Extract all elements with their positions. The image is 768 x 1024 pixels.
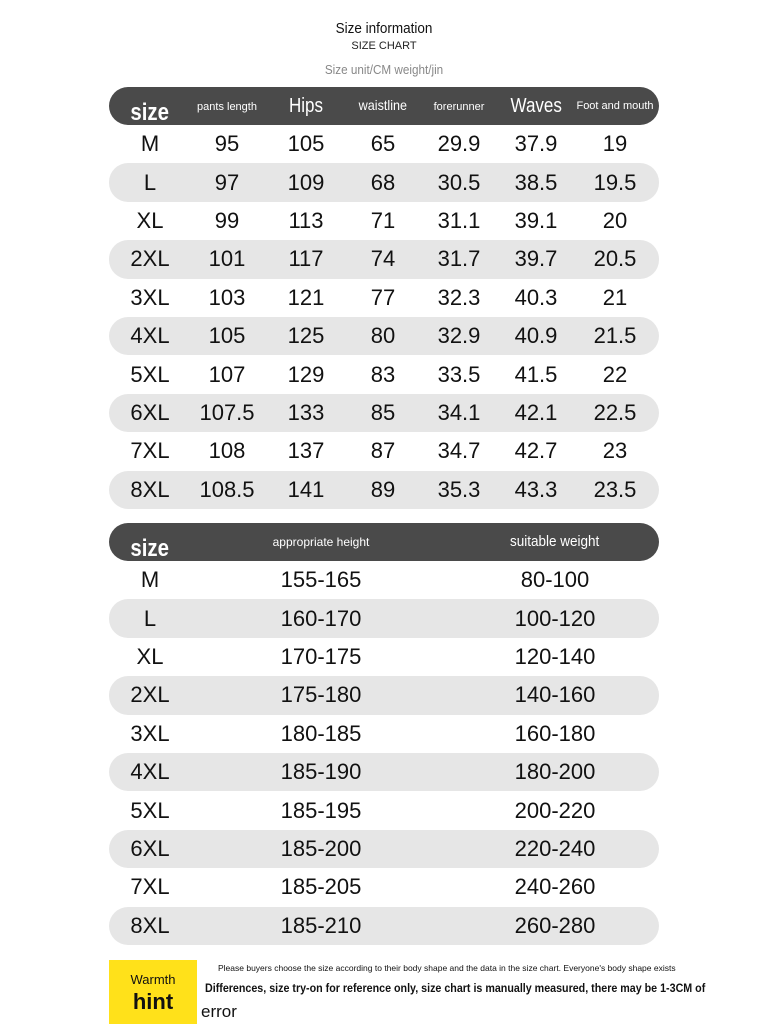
- table-cell: 117: [288, 246, 324, 272]
- table-row: [109, 830, 659, 868]
- table-cell: 108.5: [199, 476, 255, 502]
- table-row: [109, 753, 659, 791]
- table-cell: 2XL: [130, 682, 170, 708]
- table-cell: 31.7: [437, 246, 481, 272]
- header-appropriate-height: appropriate height: [272, 535, 370, 549]
- table-cell: 19: [602, 131, 628, 157]
- title-block: [0, 20, 768, 77]
- table-cell: 200-220: [514, 797, 596, 823]
- warmth-hint-badge: [109, 960, 197, 1024]
- unit-note: Size unit/CM weight/jin: [324, 62, 444, 77]
- table-row: [109, 125, 659, 163]
- table-cell: 6XL: [130, 835, 170, 861]
- table-row: [109, 561, 659, 599]
- table-cell: 89: [370, 476, 396, 502]
- header-waistline: waistline: [358, 97, 408, 113]
- table-cell: 4XL: [130, 323, 170, 349]
- table-cell: 180-185: [280, 720, 362, 746]
- table-row: [109, 432, 659, 470]
- table-cell: XL: [136, 207, 164, 233]
- table-row: [109, 240, 659, 278]
- table-cell: XL: [136, 643, 164, 669]
- table-cell: 170-175: [280, 643, 362, 669]
- table-cell: 175-180: [280, 682, 362, 708]
- table-cell: 2XL: [130, 246, 170, 272]
- table-cell: 71: [370, 207, 396, 233]
- table-cell: 99: [214, 207, 240, 233]
- table-cell: 137: [287, 438, 325, 464]
- table-row: [109, 317, 659, 355]
- fit-table-body: [109, 561, 659, 945]
- table-cell: M: [140, 567, 160, 593]
- hint-label-bottom: hint: [132, 989, 174, 1014]
- table-cell: 141: [287, 476, 325, 502]
- table-row: [109, 279, 659, 317]
- table-cell: 7XL: [130, 438, 170, 464]
- table-cell: M: [140, 131, 160, 157]
- table-cell: 30.5: [437, 169, 481, 195]
- table-cell: 43.3: [514, 476, 558, 502]
- table-cell: 107.5: [199, 399, 255, 425]
- table-row: [109, 638, 659, 676]
- table-row: [109, 676, 659, 714]
- table-cell: 29.9: [437, 131, 481, 157]
- table-cell: 38.5: [514, 169, 558, 195]
- table-cell: 21: [602, 284, 628, 310]
- table-cell: L: [143, 605, 157, 631]
- table-row: [109, 599, 659, 637]
- table-row: [109, 202, 659, 240]
- table-cell: 3XL: [130, 284, 170, 310]
- header-waves: Waves: [510, 94, 562, 117]
- table-cell: 185-210: [280, 912, 362, 938]
- table-row: [109, 907, 659, 945]
- table-cell: 180-200: [514, 759, 596, 785]
- table-cell: 101: [208, 246, 246, 272]
- table-cell: L: [143, 169, 157, 195]
- table-cell: 140-160: [514, 682, 596, 708]
- table-row: [109, 163, 659, 201]
- table-cell: 68: [370, 169, 396, 195]
- table-cell: 105: [208, 323, 246, 349]
- table-cell: 133: [287, 399, 325, 425]
- table-cell: 108: [208, 438, 246, 464]
- table-cell: 42.7: [514, 438, 558, 464]
- table-cell: 8XL: [130, 476, 170, 502]
- table-cell: 22: [602, 361, 628, 387]
- table-row: [109, 868, 659, 906]
- header-foot-and-mouth: Foot and mouth: [576, 99, 654, 112]
- header-pants-length: pants length: [197, 101, 257, 113]
- table-cell: 23: [602, 438, 628, 464]
- table-cell: 34.7: [437, 438, 481, 464]
- table-cell: 31.1: [437, 207, 481, 233]
- table-cell: 107: [208, 361, 246, 387]
- table-cell: 7XL: [130, 874, 170, 900]
- table-cell: 220-240: [514, 835, 596, 861]
- table-cell: 185-200: [280, 835, 362, 861]
- measurement-table-body: [109, 125, 659, 509]
- table-cell: 97: [214, 169, 240, 195]
- table-cell: 40.9: [514, 323, 558, 349]
- table-cell: 65: [370, 131, 396, 157]
- table-cell: 23.5: [593, 476, 637, 502]
- table-cell: 39.7: [514, 246, 558, 272]
- header-size: size: [130, 99, 170, 126]
- table-cell: 125: [287, 323, 325, 349]
- table-cell: 260-280: [514, 912, 596, 938]
- table-cell: 19.5: [593, 169, 637, 195]
- table-cell: 20: [602, 207, 628, 233]
- table-cell: 85: [370, 399, 396, 425]
- hint-line-3: error: [201, 1002, 237, 1021]
- table-cell: 95: [214, 131, 240, 157]
- table-cell: 129: [287, 361, 325, 387]
- table-cell: 42.1: [514, 399, 558, 425]
- table-cell: 77: [370, 284, 396, 310]
- table-cell: 37.9: [514, 131, 558, 157]
- table-row: [109, 355, 659, 393]
- table-cell: 8XL: [130, 912, 170, 938]
- table-cell: 109: [287, 169, 325, 195]
- table-cell: 105: [287, 131, 325, 157]
- table-cell: 113: [288, 207, 324, 233]
- table-cell: 20.5: [593, 246, 637, 272]
- page-title: Size information: [335, 20, 433, 37]
- table-cell: 74: [370, 246, 396, 272]
- table-row: [109, 715, 659, 753]
- table-cell: 35.3: [437, 476, 481, 502]
- header-hips: Hips: [288, 94, 323, 117]
- table-cell: 3XL: [130, 720, 170, 746]
- hint-line-2: Differences, size try-on for reference only, size chart is manually measured, there may be 1-3CM of: [205, 983, 706, 995]
- table-cell: 34.1: [437, 399, 481, 425]
- header-size: size: [130, 535, 170, 562]
- table-cell: 155-165: [280, 567, 362, 593]
- fit-table-header: [109, 523, 659, 561]
- table-cell: 21.5: [593, 323, 637, 349]
- measurement-table-header: [109, 87, 659, 125]
- table-cell: 103: [208, 284, 246, 310]
- table-cell: 40.3: [514, 284, 558, 310]
- table-row: [109, 791, 659, 829]
- table-row: [109, 471, 659, 509]
- table-cell: 240-260: [514, 874, 596, 900]
- table-cell: 80-100: [520, 567, 590, 593]
- page-subtitle: SIZE CHART: [351, 40, 417, 52]
- header-suitable-weight: suitable weight: [510, 533, 600, 550]
- table-cell: 39.1: [514, 207, 558, 233]
- table-cell: 120-140: [514, 643, 596, 669]
- table-cell: 33.5: [437, 361, 481, 387]
- table-cell: 22.5: [593, 399, 637, 425]
- table-cell: 83: [370, 361, 396, 387]
- table-cell: 6XL: [130, 399, 170, 425]
- table-cell: 80: [370, 323, 396, 349]
- table-cell: 32.3: [437, 284, 481, 310]
- table-row: [109, 394, 659, 432]
- table-cell: 100-120: [514, 605, 596, 631]
- hint-line-1: Please buyers choose the size according to their body shape and the data in the size chart. Everyone's body shape exists: [218, 963, 676, 973]
- fit-table: [109, 523, 659, 945]
- table-cell: 160-170: [280, 605, 362, 631]
- table-cell: 121: [287, 284, 325, 310]
- measurement-table: [109, 87, 659, 509]
- table-cell: 5XL: [130, 797, 170, 823]
- table-cell: 185-195: [280, 797, 362, 823]
- table-cell: 41.5: [514, 361, 558, 387]
- header-forerunner: forerunner: [433, 101, 485, 113]
- hint-label-top: Warmth: [130, 972, 176, 987]
- table-cell: 185-205: [280, 874, 362, 900]
- table-cell: 5XL: [130, 361, 170, 387]
- table-cell: 32.9: [437, 323, 481, 349]
- table-cell: 160-180: [514, 720, 596, 746]
- table-cell: 185-190: [280, 759, 362, 785]
- table-cell: 4XL: [130, 759, 170, 785]
- table-cell: 87: [370, 438, 396, 464]
